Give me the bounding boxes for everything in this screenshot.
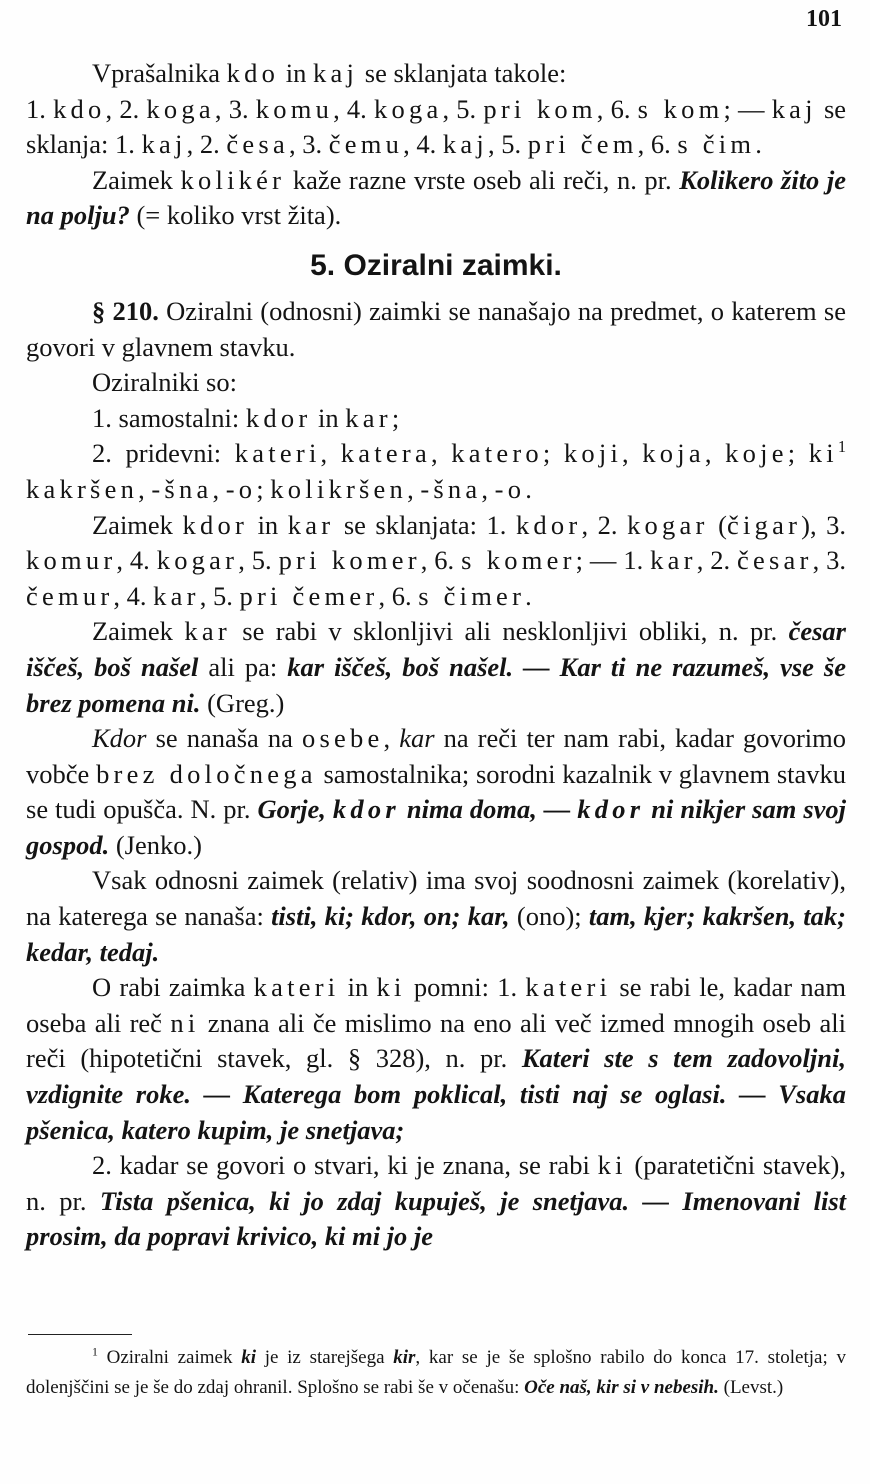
footnote: $^1$ Oziralni zaimek ki je iz starejšega kir, kar se je še splošno rabilo do konca 17. stoletja; v dolenjščini se je še do zdaj ohranil. Splošno se rabi še v očenašu: Oče naš, kir si v nebesih. (Levst.) bbox=[26, 1345, 846, 1398]
paragraph-ki: 2. kadar se govori o stvari, ki je znana, se rabi ki (paratetični stavek), n. pr. Tista pšenica, ki jo zdaj kupuješ, je snetjava. — Imenovani list prosim, da popravi krivico, ki mi jo je bbox=[26, 1150, 846, 1252]
paragraph-interrogatives: Vprašalnika kdo in kaj se sklanjata takole: 1. kdo, 2. koga, 3. komu, 4. koga, 5. pri kom, 6. s kom; — kaj se sklanja: 1. kaj, 2. česa, 3. čemu, 4. kaj, 5. pri čem, 6. s čim. bbox=[26, 58, 847, 160]
paragraph-pridevni: 2. pridevni: kateri, katera, katero; koji, koja, koje; $ki^1$ kakršen, -šna, -o; kolikršen, -šna, -o. bbox=[26, 437, 847, 504]
footnote-divider bbox=[28, 1334, 132, 1335]
paragraph-koliker: Zaimek kolikér kaže razne vrste oseb ali reči, n. pr. Kolikero žito je na polju? (= koliko vrst žita). bbox=[26, 164, 846, 231]
paragraph-kar: Zaimek kar se rabi v sklonljivi ali nesklonljivi obliki, n. pr. česar iščeš, boš našel ali pa: kar iščeš, boš našel. — Kar ti ne razumeš, vse še brez pomena ni. (Greg.) bbox=[26, 616, 846, 718]
section-heading: 5. Oziralni zaimki. bbox=[310, 248, 562, 282]
footnote-marker: 1 bbox=[837, 437, 847, 457]
paragraph-samostalni: 1. samostalni: kdor in kar; bbox=[92, 402, 400, 433]
paragraph-210: § 210. Oziralni (odnosni) zaimki se nanašajo na predmet, o katerem se govori v glavnem stavku. bbox=[26, 295, 847, 362]
page-number: 101 bbox=[806, 6, 842, 32]
footnote-number: 1 bbox=[92, 1345, 98, 1359]
main-text bbox=[26, 56, 846, 1255]
paragraph-kdor: Kdor se nanaša na osebe, kar na reči ter nam rabi, kadar govorimo vobče brez določnega samostalnika; sorodni kazalnik v glavnem stavku se tudi opušča. N. pr. Gorje, kdor nima doma, — kdor ni nikjer sam svoj gospod. (Jenko.) bbox=[26, 723, 847, 860]
paragraph-oziralniki: Oziralniki so: bbox=[92, 367, 237, 398]
section-number: § 210. bbox=[92, 295, 159, 326]
paragraph-relativ: Vsak odnosni zaimek (relativ) ima svoj soodnosni zaimek (korelativ), na katerega se nanaša: tisti, ki; kdor, on; kar, (ono); tam, kjer; kakršen, tak; kedar, tedaj. bbox=[26, 865, 846, 967]
paragraph-declension: Zaimek kdor in kar se sklanjata: 1. kdor, 2. kogar (čigar), 3. komur, 4. kogar, 5. pri komer, 6. s komer; — 1. kar, 2. česar, 3. čemur, 4. kar, 5. pri čemer, 6. s čimer. bbox=[26, 509, 847, 611]
paragraph-kateri: O rabi zaimka kateri in ki pomni: 1. kateri se rabi le, kadar nam oseba ali reč ni znana ali če mislimo na eno ali več izmed mnogih oseb ali reči (hipotetični stavek, gl. § 328), n. pr. Kateri ste s tem zadovoljni, vzdignite roke. — Katerega bom poklical, tisti naj se oglasi. — Vsaka pšenica, katero kupim, je snetjava; bbox=[26, 972, 846, 1145]
